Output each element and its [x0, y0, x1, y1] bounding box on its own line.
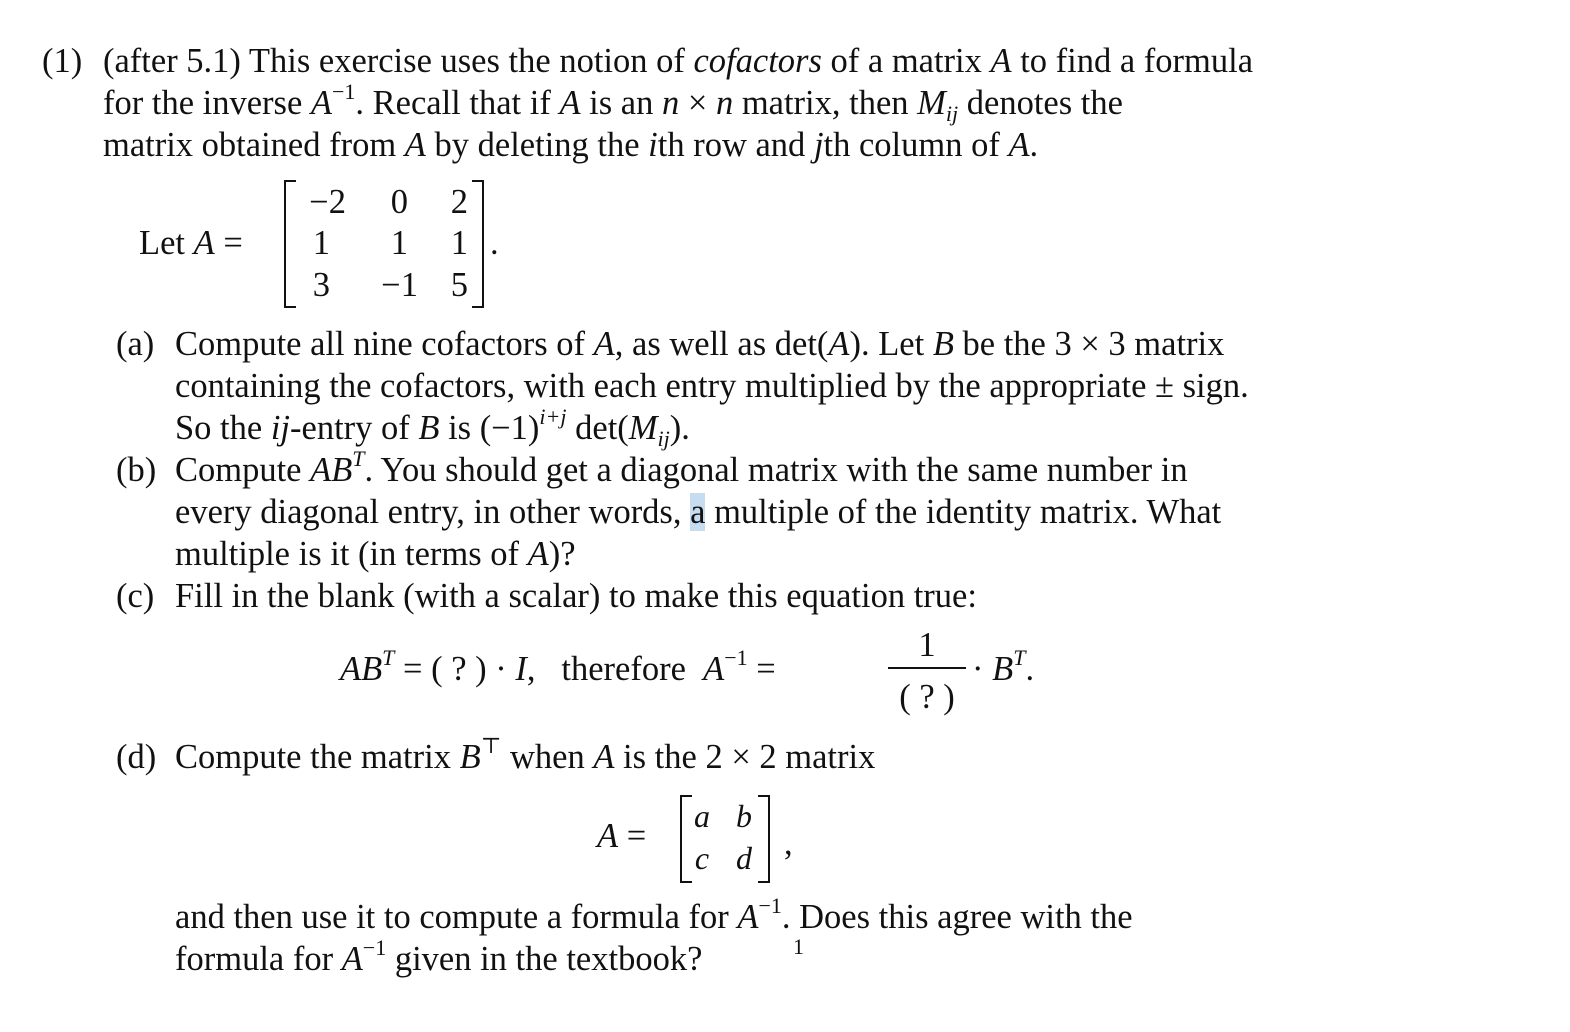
math-exponent: T — [382, 645, 395, 670]
intro-text: th column of — [823, 126, 1009, 164]
math-var: n — [715, 84, 734, 122]
part-a-label: (a) — [116, 325, 155, 363]
text: . You should get a diagonal matrix with the same number in — [364, 451, 1188, 489]
math-exponent: −1 — [362, 935, 387, 960]
text: )? — [548, 535, 576, 573]
part-c-line-1: Fill in the blank (with a scalar) to make this equation true: — [175, 577, 977, 615]
part-b-line-1 — [175, 446, 1188, 489]
right-bracket — [472, 180, 484, 308]
intro-text: for the inverse — [103, 84, 311, 122]
intro-text: denotes the — [958, 84, 1123, 122]
text: Compute the matrix — [175, 738, 460, 776]
math-var: B — [992, 650, 1014, 688]
math-var: A — [828, 325, 850, 363]
intro-line-2 — [103, 79, 1123, 126]
part-c-equation — [340, 645, 776, 688]
part-d-line-2 — [175, 893, 1133, 936]
text: . Does this agree with the — [781, 898, 1133, 936]
math-var: A — [737, 898, 759, 936]
matrix-a-period: . — [490, 224, 499, 262]
intro-text: . Recall that if — [355, 84, 560, 122]
matrix-cell: 5 — [450, 266, 468, 304]
matrix-cell: a — [694, 798, 710, 834]
text: Compute — [175, 451, 311, 489]
math-exponent: T — [1013, 645, 1026, 670]
math-exponent: i+j — [539, 404, 567, 429]
intro-text: . — [1029, 126, 1039, 164]
matrix-cell: 1 — [312, 224, 330, 262]
label-text: = — [214, 224, 243, 262]
left-bracket — [284, 180, 296, 308]
math-text: · — [972, 650, 993, 688]
text: So the — [175, 409, 271, 447]
matrix-cell: 1 — [390, 224, 408, 262]
math-var: ij — [270, 409, 291, 447]
math-var: AB — [340, 650, 383, 688]
text: , as well as det( — [614, 325, 829, 363]
intro-text: of a matrix — [821, 42, 991, 80]
intro-emphasis: cofactors — [693, 42, 822, 80]
matrix-cell: b — [736, 798, 752, 834]
math-text: = — [618, 817, 647, 855]
math-var: A — [593, 738, 615, 776]
matrix-2x2-comma: , — [784, 824, 793, 862]
intro-text: (after 5.1) This exercise uses the notion of — [103, 42, 694, 80]
math-var: B — [459, 738, 481, 776]
matrix-cell: 0 — [390, 183, 408, 221]
math-var: A — [559, 84, 581, 122]
text: when — [501, 738, 594, 776]
part-b-line-2 — [175, 495, 1221, 530]
math-var: j — [813, 126, 824, 164]
math-exponent: −1 — [724, 645, 748, 670]
math-var: A — [193, 224, 215, 262]
math-var: i — [648, 126, 658, 164]
text: multiple is it (in terms of — [175, 535, 528, 573]
math-exponent: T — [352, 446, 365, 471]
text: multiple of the identity matrix. What — [705, 493, 1222, 531]
part-c-label: (c) — [116, 577, 155, 615]
math-var: B — [418, 409, 440, 447]
math-text: = ( ? ) · — [394, 650, 516, 688]
math-var: A — [597, 817, 619, 855]
matrix-2x2-label — [597, 819, 646, 854]
math-var: B — [932, 325, 954, 363]
math-subscript: ij — [945, 101, 959, 126]
text: is the 2 × 2 matrix — [614, 738, 876, 776]
matrix-cell: c — [694, 840, 710, 876]
matrix-cell: 3 — [312, 266, 330, 304]
math-exponent: −1 — [758, 893, 782, 918]
matrix-cell: d — [736, 840, 752, 876]
intro-text: matrix, then — [733, 84, 918, 122]
matrix-cell: −1 — [381, 266, 418, 304]
text: -entry of — [290, 409, 419, 447]
intro-line-3 — [103, 128, 1038, 163]
fraction-denominator: ( ? ) — [899, 678, 955, 716]
math-var: A — [404, 126, 426, 164]
intro-text: is an — [580, 84, 662, 122]
text: formula for — [175, 940, 342, 978]
math-var: A — [703, 650, 725, 688]
part-b-label: (b) — [116, 451, 157, 489]
text: is (−1) — [439, 409, 540, 447]
footnote-mark[interactable]: 1 — [793, 934, 804, 959]
math-text: = — [747, 650, 776, 688]
math-var: M — [628, 409, 658, 447]
math-text: , therefore — [526, 650, 704, 688]
math-var: I — [515, 650, 527, 688]
math-var: A — [527, 535, 549, 573]
math-var: A — [341, 940, 363, 978]
label-text: Let — [139, 224, 194, 262]
part-a-line-2: containing the cofactors, with each entry multiplied by the appropriate ± sign. — [175, 367, 1249, 405]
right-bracket — [758, 795, 770, 883]
text: and then use it to compute a formula for — [175, 898, 738, 936]
fraction-numerator: 1 — [918, 626, 936, 664]
math-text: . — [1025, 650, 1035, 688]
math-var: n — [661, 84, 680, 122]
part-d-label: (d) — [116, 738, 157, 776]
problem-number: (1) — [42, 42, 83, 80]
part-a-line-1 — [175, 327, 1224, 362]
math-var: A — [1008, 126, 1030, 164]
math-exponent: −1 — [331, 79, 356, 104]
part-a-line-3 — [175, 404, 690, 451]
part-d-line-1 — [175, 733, 876, 776]
text: be the 3 × 3 matrix — [953, 325, 1225, 363]
text: det( — [566, 409, 629, 447]
text: every diagonal entry, in other words, — [175, 493, 691, 531]
intro-text: matrix obtained from — [103, 126, 405, 164]
math-exponent: ⊤ — [480, 733, 502, 758]
intro-line-1 — [103, 44, 1253, 79]
matrix-cell: −2 — [309, 183, 346, 221]
math-op: × — [679, 84, 716, 122]
math-subscript: ij — [657, 426, 670, 451]
text: ). Let — [849, 325, 933, 363]
part-b-line-3 — [175, 537, 576, 572]
fraction-bar — [888, 667, 966, 669]
math-var: A — [990, 42, 1012, 80]
intro-text: to find a formula — [1011, 42, 1254, 80]
intro-text: by deleting the — [425, 126, 649, 164]
text: Compute all nine cofactors of — [175, 325, 594, 363]
text-selection[interactable]: a — [690, 493, 706, 531]
matrix-cell: 2 — [450, 183, 468, 221]
matrix-a-label — [139, 226, 243, 261]
text: given in the textbook? — [386, 940, 703, 978]
math-var: A — [310, 84, 332, 122]
part-d-line-3 — [175, 935, 703, 978]
math-var: AB — [310, 451, 353, 489]
text: ). — [669, 409, 690, 447]
intro-text: th row and — [657, 126, 814, 164]
part-c-equation-tail — [972, 645, 1035, 688]
math-var: M — [917, 84, 946, 122]
math-var: A — [593, 325, 615, 363]
matrix-cell: 1 — [450, 224, 468, 262]
